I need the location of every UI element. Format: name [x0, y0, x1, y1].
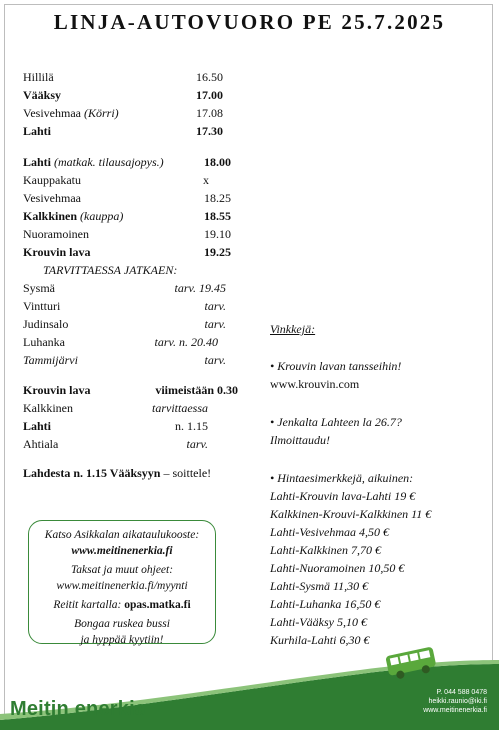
prices-heading: • Hintaesimerkkejä, aikuinen:: [270, 471, 414, 485]
stop-time: 17.08: [196, 106, 223, 120]
return-row: [23, 437, 208, 455]
schedule-row: [23, 353, 226, 371]
stop-time: tarv. n. 20.40: [154, 335, 218, 349]
website-address[interactable]: www.meitinenerkia.fi: [423, 707, 487, 714]
tips-heading: Vinkkejä:: [270, 322, 316, 336]
return-row: [23, 419, 208, 437]
stop-name: Vesivehmaa (Körri): [23, 106, 119, 120]
website-link[interactable]: www.meitinenerkia.fi: [71, 545, 173, 557]
stop-name: Lahti: [23, 124, 52, 138]
price-item: Lahti-Krouvin lava-Lahti 19 €: [270, 489, 416, 503]
stop-name: Krouvin lava: [23, 383, 91, 397]
stop-name: Ahtiala: [23, 437, 59, 451]
brand-logo: Meitin enerkia: [10, 698, 147, 720]
schedule-row: [23, 106, 223, 124]
stop-time: tarv.: [204, 299, 226, 313]
price-item: Kurhila-Lahti 6,30 €: [270, 633, 370, 647]
schedule-row: [23, 317, 226, 335]
schedule-row: [23, 155, 231, 173]
stop-time: tarv.: [204, 317, 226, 331]
info-text: Taksat ja muut ohjeet:: [70, 564, 174, 576]
stop-time: 18.25: [204, 191, 231, 205]
schedule-row: [23, 281, 226, 299]
stop-name: Luhanka: [23, 335, 65, 349]
schedule-row: [23, 335, 223, 353]
schedule-row: [23, 299, 226, 317]
phone-number: P. 044 588 0478: [436, 689, 487, 696]
stop-name: Tammijärvi: [23, 353, 78, 367]
stop-time: x: [203, 173, 209, 187]
stop-time: 17.00: [196, 88, 223, 102]
stop-time: 18.00: [204, 155, 231, 169]
price-item: Kalkkinen-Krouvi-Kalkkinen 11 €: [270, 507, 432, 521]
stop-time: n. 1.15: [175, 419, 208, 433]
info-text: ja hyppää kyytiin!: [80, 634, 164, 646]
stop-name: Judinsalo: [23, 317, 69, 331]
krouvin-link[interactable]: www.krouvin.com: [270, 377, 360, 391]
stop-time: tarv.: [204, 353, 226, 367]
stop-name: Vääksy: [23, 88, 62, 102]
stop-name: Sysmä: [23, 281, 56, 295]
section-heading: TARVITTAESSA JATKAEN:: [43, 263, 178, 277]
price-item: Lahti-Nuoramoinen 10,50 €: [270, 561, 405, 575]
map-link[interactable]: opas.matka.fi: [124, 599, 191, 611]
schedule-row: [23, 88, 223, 106]
price-item: Lahti-Sysmä 11,30 €: [270, 579, 369, 593]
price-item: Lahti-Vesivehmaa 4,50 €: [270, 525, 389, 539]
stop-name: Lahti: [23, 419, 52, 433]
price-item: Lahti-Vääksy 5,10 €: [270, 615, 367, 629]
tip-text: • Jenkalta Lahteen la 26.7?: [270, 415, 402, 429]
map-line: Reitit kartalla: opas.matka.fi: [53, 599, 191, 611]
stop-time: 18.55: [204, 209, 231, 223]
info-text: Bongaa ruskea bussi: [74, 618, 170, 630]
stop-time: tarv. 19.45: [174, 281, 226, 295]
return-row: [23, 383, 238, 401]
tip-text: Ilmoittaudu!: [270, 433, 330, 447]
info-box: [28, 520, 216, 644]
stop-name: Kalkkinen (kauppa): [23, 209, 124, 223]
stop-time: 19.25: [204, 245, 231, 259]
stop-name: Lahti (matkak. tilausajopys.): [23, 155, 164, 169]
schedule-row: [23, 209, 231, 227]
return-row: [23, 401, 208, 419]
stop-time: 17.30: [196, 124, 223, 138]
schedule-row: [23, 227, 231, 245]
info-text: Katso Asikkalan aikataulukooste:: [44, 529, 200, 541]
stop-name: Kauppakatu: [23, 173, 81, 187]
page-title: LINJA-AUTOVUORO PE 25.7.2025: [53, 10, 446, 34]
stop-name: Krouvin lava: [23, 245, 91, 259]
bus-icon: [383, 643, 441, 681]
contact-info: [423, 688, 487, 715]
schedule-row: [23, 245, 231, 263]
stop-time: 19.10: [204, 227, 231, 241]
schedule-row: [23, 70, 223, 88]
price-item: Lahti-Kalkkinen 7,70 €: [270, 543, 381, 557]
stop-time: viimeistään 0.30: [155, 383, 238, 397]
stop-name: Kalkkinen: [23, 401, 73, 415]
stop-name: Vintturi: [23, 299, 61, 313]
pricing-link[interactable]: www.meitinenerkia.fi/myynti: [56, 580, 188, 592]
price-item: Lahti-Luhanka 16,50 €: [270, 597, 381, 611]
email-address[interactable]: heikki.raunio@iki.fi: [428, 698, 487, 705]
stop-time: tarv.: [186, 437, 208, 451]
stop-name: Nuoramoinen: [23, 227, 89, 241]
schedule-row: [23, 191, 231, 209]
schedule-row: [23, 124, 223, 142]
return-note: Lahdesta n. 1.15 Vääksyyn – soittele!: [23, 466, 212, 480]
tip-text: • Krouvin lavan tansseihin!: [270, 359, 402, 373]
stop-time: tarvittaessa: [152, 401, 208, 415]
stop-name: Vesivehmaa: [23, 191, 81, 205]
stop-name: Hillilä: [23, 70, 54, 84]
stop-time: 16.50: [196, 70, 223, 84]
schedule-row: [23, 173, 223, 191]
